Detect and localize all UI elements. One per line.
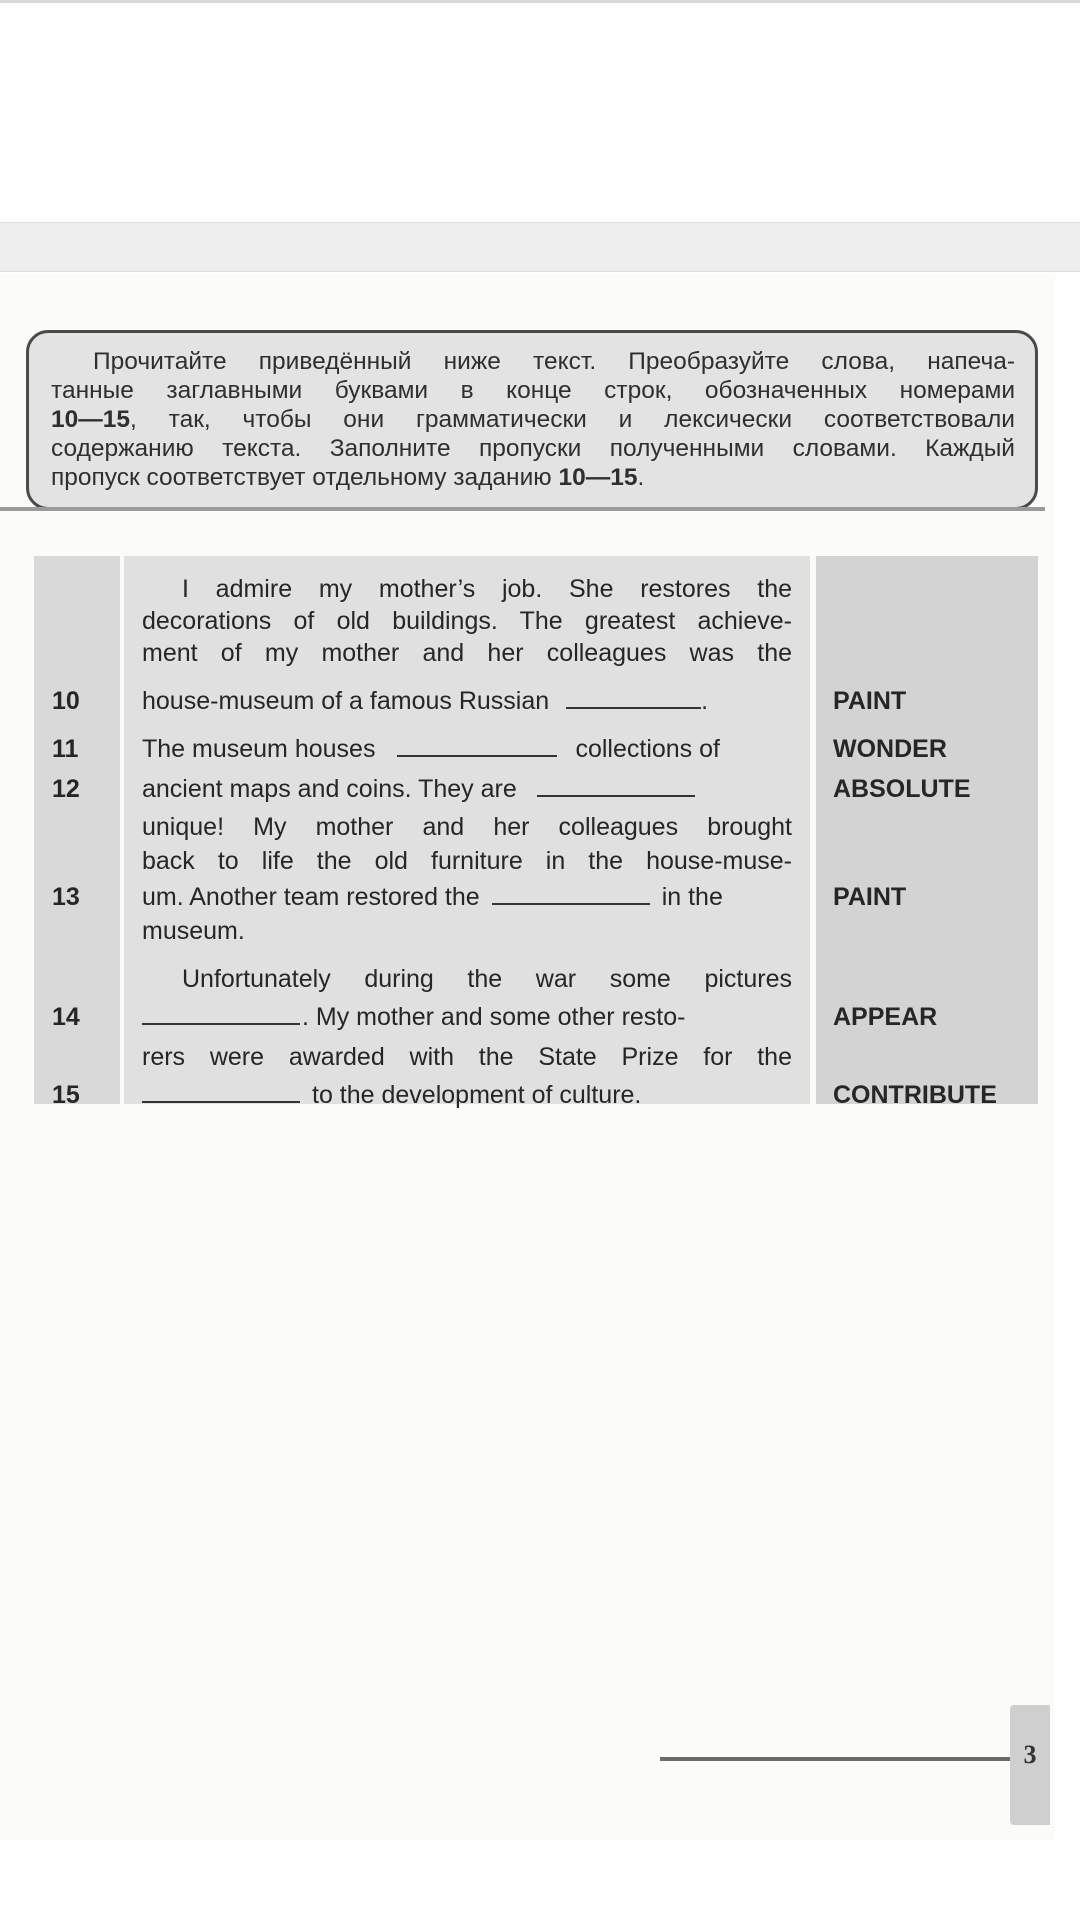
instruction-shadow: [0, 507, 1045, 511]
text-line: decorations of old buildings. The greatest achieve-: [142, 607, 792, 635]
answer-blank[interactable]: [142, 1001, 300, 1025]
viewer-separator-bar: [0, 222, 1080, 272]
item-number: 12: [52, 775, 80, 803]
item-number: 13: [52, 883, 80, 911]
page-number: 3: [1023, 1740, 1037, 1769]
page-footer-rule: [660, 1757, 1010, 1761]
item-number: 14: [52, 1003, 80, 1031]
instruction-line: 10—15, так, чтобы они грамматически и лексически соответствовали: [51, 406, 1015, 433]
item-number: 10: [52, 687, 80, 715]
text-line: museum.: [142, 917, 245, 945]
keyword: APPEAR: [833, 1003, 938, 1031]
item-number: 15: [52, 1081, 80, 1109]
instruction-box: [26, 330, 1038, 510]
keyword: CONTRIBUTE: [833, 1081, 997, 1109]
task-range: 10—15: [558, 464, 638, 491]
instruction-line: танные заглавными буквами в конце строк, обозначенных номерами: [51, 377, 1015, 404]
instruction-line: пропуск соответствует отдельному заданию 10—15.: [51, 464, 645, 491]
text-line: ancient maps and coins. They are: [142, 772, 792, 806]
task-range: 10—15: [51, 406, 131, 433]
text-line: I admire my mother’s job. She restores the: [182, 575, 792, 603]
text-line: um. Another team restored the in the: [142, 883, 723, 911]
text-line: Unfortunately during the war some pictures: [182, 965, 792, 993]
answer-blank[interactable]: [142, 1079, 300, 1103]
text-line: . My mother and some other resto-: [142, 1000, 792, 1034]
text-line: unique! My mother and her colleagues brought: [142, 813, 792, 841]
text-line: rers were awarded with the State Prize for the: [142, 1043, 792, 1071]
keyword: PAINT: [833, 687, 907, 715]
answer-blank[interactable]: [566, 685, 701, 709]
text-line: house-museum of a famous Russian .: [142, 687, 709, 715]
instruction-line: Прочитайте приведённый ниже текст. Преобразуйте слова, напеча-: [93, 348, 1015, 375]
answer-blank[interactable]: [537, 773, 695, 797]
keyword: PAINT: [833, 883, 907, 911]
item-number: 11: [52, 735, 79, 763]
answer-blank[interactable]: [397, 733, 557, 757]
text-line: ment of my mother and her colleagues was the: [142, 639, 792, 667]
text-line: The museum houses collections of: [142, 735, 720, 763]
page-number-tab: [1010, 1705, 1050, 1825]
keyword: WONDER: [833, 735, 947, 763]
answer-blank[interactable]: [492, 881, 650, 905]
keyword: ABSOLUTE: [833, 775, 971, 803]
text-line: to the development of culture.: [142, 1078, 792, 1112]
top-border: [0, 0, 1080, 3]
text-line: back to life the old furniture in the house-muse-: [142, 847, 792, 875]
instruction-line: содержанию текста. Заполните пропуски полученными словами. Каждый: [51, 435, 1015, 462]
